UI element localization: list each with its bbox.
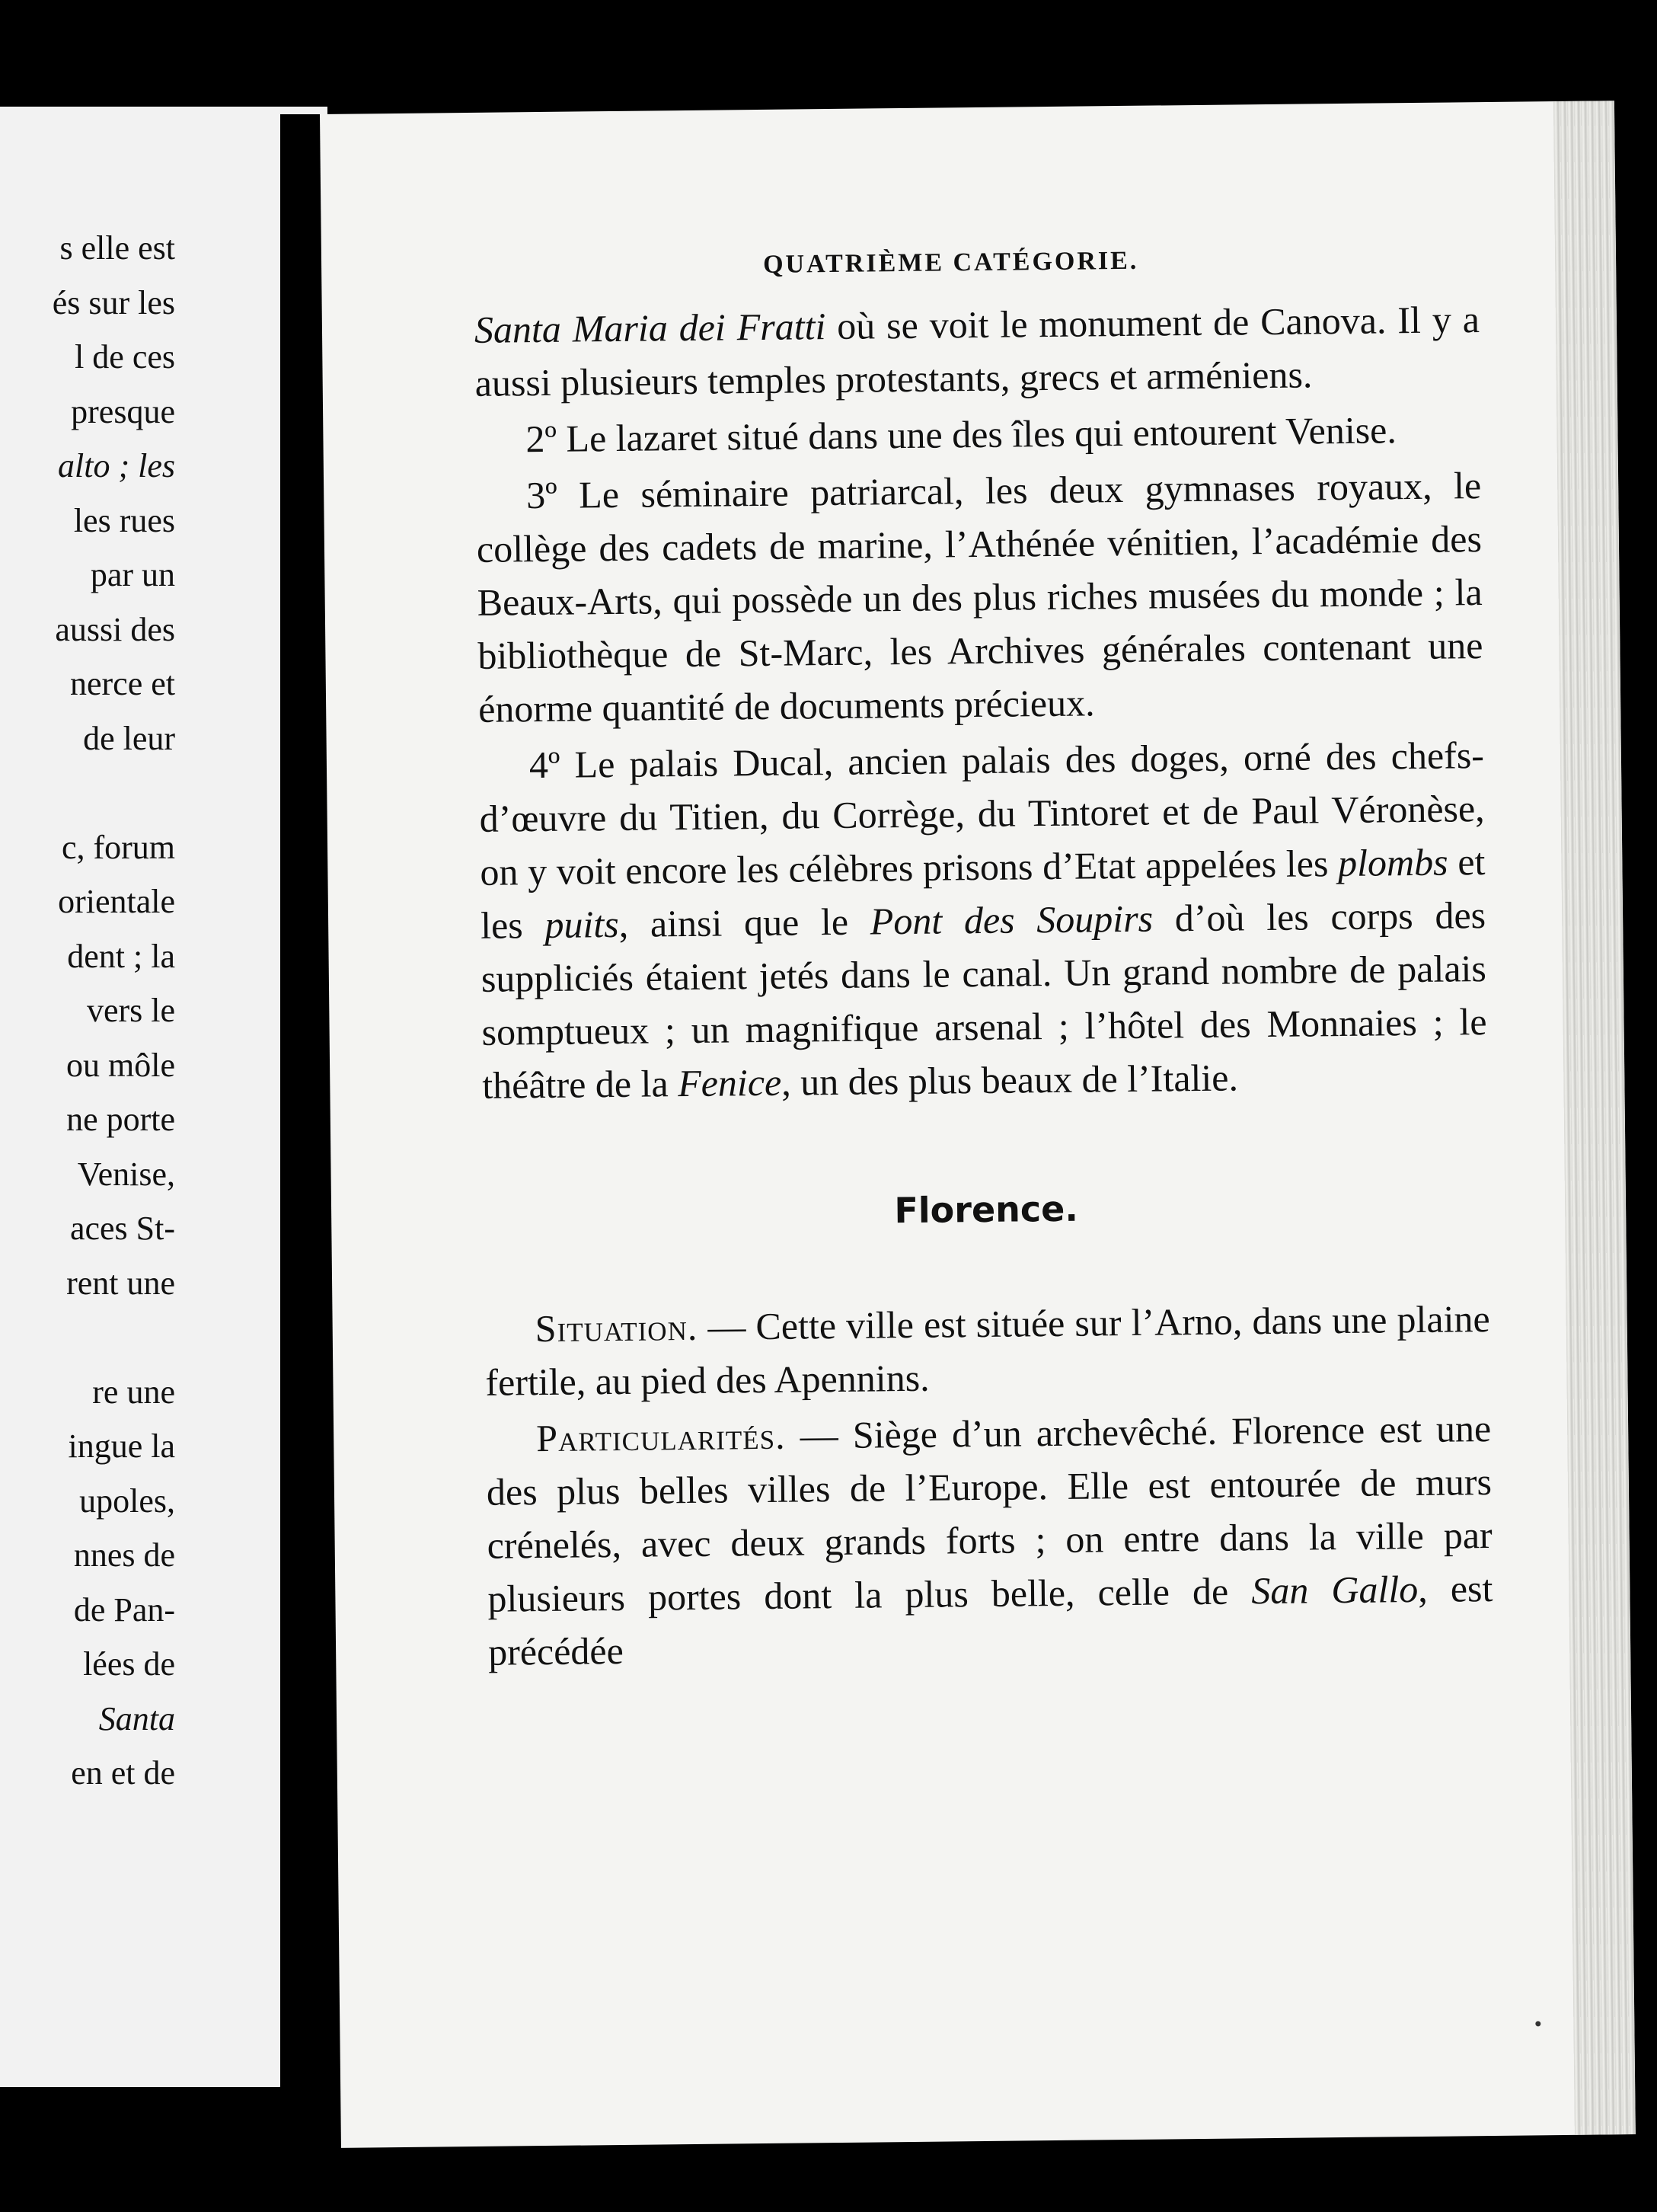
text-run: , est précédée bbox=[487, 1566, 1493, 1673]
left-page-line: de Pan- bbox=[73, 1590, 175, 1629]
left-page-line: Venise, bbox=[77, 1155, 175, 1193]
left-page-line: ou môle bbox=[66, 1046, 175, 1084]
left-page-line: és sur les bbox=[52, 283, 175, 321]
text-run: où se voit le monument de Canova. Il y a aussi plusieurs temples protestants, grecs et arméniens. bbox=[474, 298, 1480, 404]
running-head: QUATRIÈME CATÉGORIE. bbox=[762, 246, 1139, 279]
paragraph-label: Particularités. bbox=[535, 1414, 786, 1460]
text-run: 2º Le lazaret situé dans une des îles qui entourent Venise. bbox=[525, 408, 1397, 461]
right-page bbox=[320, 101, 1636, 2148]
text-run: et les bbox=[480, 840, 1486, 947]
left-page-line: alto ; les bbox=[58, 447, 175, 484]
left-page-line: de leur bbox=[83, 719, 175, 757]
left-page-line: ne porte bbox=[66, 1101, 175, 1138]
italic-text: Pont des Soupirs bbox=[870, 897, 1154, 943]
left-page-line: aces St- bbox=[69, 1210, 175, 1247]
left-page-line: ingue la bbox=[68, 1427, 175, 1465]
left-page-line: aussi des bbox=[55, 610, 175, 648]
left-page-line: lées de bbox=[83, 1645, 175, 1683]
italic-text: San Gallo bbox=[1250, 1568, 1419, 1613]
ink-speck bbox=[1535, 2021, 1540, 2026]
italic-text: Santa Maria dei Fratti bbox=[474, 305, 826, 351]
left-page-line: s elle est bbox=[59, 229, 175, 267]
left-page-line: c, forum bbox=[61, 828, 175, 866]
paragraph-label: Situation. bbox=[535, 1305, 698, 1351]
left-page-line: upoles, bbox=[79, 1482, 175, 1520]
book-spine bbox=[280, 114, 327, 2095]
left-page-line: vers le bbox=[86, 992, 175, 1029]
text-run: , ainsi que le bbox=[618, 900, 871, 945]
left-page-line: Santa bbox=[98, 1699, 175, 1737]
left-page-line: en et de bbox=[71, 1754, 175, 1792]
left-page-line: rent une bbox=[66, 1264, 175, 1302]
paragraph bbox=[479, 728, 1488, 1112]
italic-text: puits bbox=[544, 902, 619, 946]
left-page-line: orientale bbox=[58, 883, 175, 920]
paragraph bbox=[474, 292, 1480, 410]
text-run: , un des plus beaux de l’Italie. bbox=[781, 1056, 1239, 1104]
italic-text: plombs bbox=[1337, 840, 1448, 885]
left-page-line: par un bbox=[90, 556, 175, 593]
text-run: 4º Le palais Ducal, ancien palais des doges, orné des chefs-d’œuvre du Titien, du Corrège, du Tintoret et de Paul Véronèse, on y voit encore les célèbres prisons d’Etat appelées les bbox=[479, 734, 1485, 893]
left-page-line: l de ces bbox=[75, 338, 175, 376]
left-page-line: presque bbox=[71, 392, 175, 430]
text-run: d’où les corps des suppliciés étaient jetés dans le canal. Un grand nombre de palais somptueux ; un magnifique arsenal ; l’hôtel des Monnaies ; le théâtre de la bbox=[480, 893, 1487, 1107]
paragraph bbox=[475, 402, 1481, 466]
left-page-line: nerce et bbox=[70, 665, 175, 702]
left-page-fragment bbox=[0, 107, 327, 2087]
text-run: 3º Le séminaire patriarcal, les deux gymnases royaux, le collège des cadets de marine, l’Athénée vénitien, l’académie des Beaux-Arts, qui possède un des plus riches musées du monde ; la bibliothèque de St-Marc, les Archives générales contenant une énorme quantité de documents précieux. bbox=[476, 464, 1483, 730]
paragraph bbox=[486, 1402, 1494, 1679]
text-run: — Cette ville est située sur l’Arno, dans une plaine fertile, au pied des Apennins. bbox=[485, 1296, 1490, 1404]
body-text bbox=[474, 292, 1494, 1682]
florence-paragraphs bbox=[484, 1292, 1493, 1679]
left-page-line: nnes de bbox=[73, 1536, 175, 1574]
italic-text: Fenice bbox=[677, 1060, 782, 1105]
text-run: — Siège d’un archevêché. Florence est une des plus belles villes de l’Europe. Elle est entourée de murs crénelés, avec deux grands forts ; on entre dans la ville par plusieurs portes dont la plus belle, celle de bbox=[486, 1406, 1493, 1620]
left-page-line: re une bbox=[92, 1373, 175, 1411]
paragraph bbox=[476, 459, 1484, 736]
left-page-line: les rues bbox=[73, 501, 175, 539]
page-edges bbox=[1553, 101, 1636, 2135]
paragraph bbox=[484, 1292, 1490, 1409]
venice-paragraphs bbox=[474, 292, 1488, 1112]
left-page-line: dent ; la bbox=[67, 937, 175, 975]
section-title: Florence. bbox=[894, 1188, 1079, 1232]
